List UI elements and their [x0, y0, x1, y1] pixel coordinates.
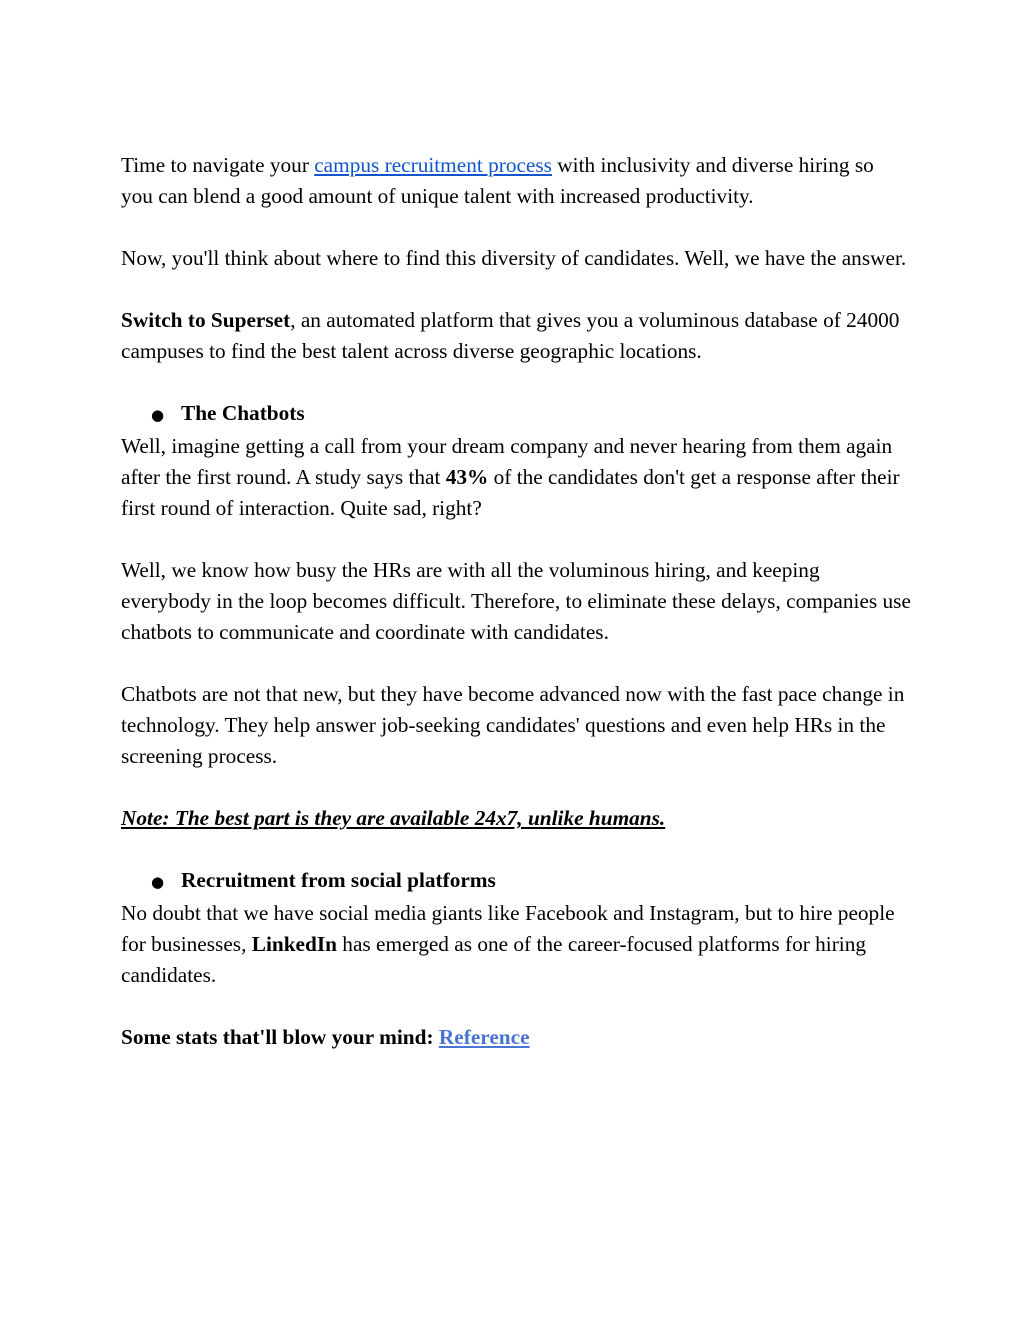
bullet-dot-icon: ● [151, 873, 165, 891]
chatbots-text-start: Well, imagine getting a call from your dream company and never hearing from them again after the first round. A study says that [121, 434, 893, 489]
superset-text: , an automated platform that gives you a voluminous database of 24000 campuses to find the best talent across diverse geographic locations. [121, 308, 900, 363]
reference-link[interactable]: Reference [438, 1025, 530, 1049]
intro-text-start: Time to navigate your [121, 153, 315, 177]
bullet-dot-icon: ● [151, 406, 165, 424]
campus-recruitment-link[interactable]: campus recruitment process [314, 153, 552, 177]
bullet-chatbots [121, 398, 911, 431]
social-platforms-heading: Recruitment from social platforms [181, 868, 496, 892]
social-platforms-paragraph [121, 898, 911, 991]
note-paragraph: Note: The best part is they are available 24x7, unlike humans. [121, 806, 666, 830]
stats-label: Some stats that'll blow your mind: [121, 1025, 439, 1049]
superset-bold: Switch to Superset [121, 308, 291, 332]
chatbots-paragraph [121, 431, 911, 524]
social-text-end: has emerged as one of the career-focused platforms for hiring candidates. [121, 932, 867, 987]
diversity-paragraph: Now, you'll think about where to find this diversity of candidates. Well, we have the answer. [121, 246, 907, 270]
linkedin-bold: LinkedIn [251, 932, 337, 956]
chatbots-heading: The Chatbots [181, 401, 305, 425]
superset-paragraph [121, 305, 911, 367]
hr-busy-paragraph: Well, we know how busy the HRs are with all the voluminous hiring, and keeping everybody in the loop becomes difficult. Therefore, to eliminate these delays, companies use chatbots to communicate and coordinate with candidates. [121, 558, 911, 644]
chatbots-advanced-paragraph: Chatbots are not that new, but they have become advanced now with the fast pace change in technology. They help answer job-seeking candidates' questions and even help HRs in the screening process. [121, 682, 905, 768]
bullet-social-platforms [121, 865, 911, 898]
chatbots-text-end: of the candidates don't get a response after their first round of interaction. Quite sad, right? [121, 465, 900, 520]
intro-paragraph [121, 150, 911, 212]
intro-text-end: with inclusivity and diverse hiring so you can blend a good amount of unique talent with increased productivity. [121, 153, 874, 208]
document-body [121, 150, 911, 1084]
stat-43-percent: 43% [445, 465, 489, 489]
social-text-start: No doubt that we have social media giants like Facebook and Instagram, but to hire people for businesses, [121, 901, 895, 956]
stats-paragraph [121, 1022, 911, 1053]
